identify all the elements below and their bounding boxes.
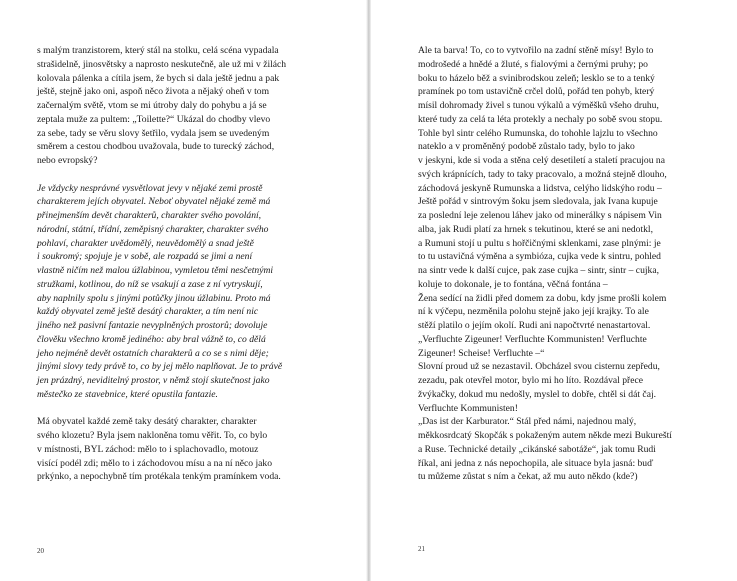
text-line: alba, jak Rudi platí za hrnek s tekutinou, které se ani nedotkl, xyxy=(418,223,653,235)
text-line: které tudy za celá ta léta protekly a nechaly po sobě svou stopu. xyxy=(418,113,663,125)
text-line: Ještě pořád v sintrovým šoku jsem sledovala, jak Ivana kupuje xyxy=(418,196,658,208)
text-line: Je vždycky nesprávné vysvětlovat jevy v nějaké zemi prostě xyxy=(37,182,263,194)
text-line: jen prázdný, neviditelný prostor, v němž stojí skutečnost jako xyxy=(37,375,270,386)
text-line: jinými slovy tedy právě to, co by jej mělo naplňovat. Je to právě xyxy=(37,361,283,373)
text-line: městečko ze stavebnice, které opustila fantazie. xyxy=(37,388,218,400)
text-line: svého klozetu? Byla jsem nakloněna tomu věřit. To, co bylo xyxy=(37,430,268,441)
paragraph-gap xyxy=(37,168,310,182)
text-line: Ale ta barva! To, co to vytvořilo na zadní stěně mísy! Bylo to xyxy=(418,45,654,56)
text-line: měkkosrdcatý Skopčák s pokaženým autem někde mezi Bukureští xyxy=(418,430,672,441)
text-line: i soukromý; spojuje je v sobě, ale rozpadá se jimi a není xyxy=(37,251,253,263)
text-line: pohlaví, charakter uvědomělý, neuvědomělý a snad ještě xyxy=(37,237,254,249)
text-line: Žena sedící na židli před domem za dobu, kdy jsme prošli kolem xyxy=(418,292,667,304)
text-line: Má obyvatel každé země taky desátý charakter, charakter xyxy=(37,416,257,428)
text-line: kolovala pálenka a cítila jsem, že bych si dala ještě jednu a pak xyxy=(37,72,280,84)
text-line: začernalým světě, vtom se mi útroby daly do pohybu a já se xyxy=(37,100,267,111)
text-line: Slovní proud už se nezastavil. Obcházel svou cisternu zepředu, xyxy=(418,361,660,373)
text-line: každý obyvatel země ještě desátý charakter, a tím není nic xyxy=(37,306,259,318)
text-line: jeho nejméně devět ostatních charakterů a co se s nimi děje; xyxy=(37,347,269,359)
text-line: pramínek po tom ustavičně crčel dolů, pořád ten pohyb, který xyxy=(418,86,655,98)
text-line: Zigeuner! Scheise! Verfluchte –“ xyxy=(418,347,545,359)
text-line: na sintr vede k další cujce, pak zase cujka – sintr, sintr – cujka, xyxy=(418,265,659,276)
text-line: za sebe, tady se věru slovy šetřilo, vydala jsem se uvedeným xyxy=(37,127,270,139)
left-page-text xyxy=(37,44,310,484)
text-line: směrem a cestou chodbou uvažovala, bude to turecký záchod, xyxy=(37,141,275,153)
text-line: strašidelně, jinosvětsky a naprosto neskutečně, ale už mi v žilách xyxy=(37,58,287,70)
text-line: ní k výčepu, nezměnila polohu stejně jako její krajky. To ale xyxy=(418,306,649,318)
text-line: tu můžeme zůstat s ním a čekat, až mu auto někdo (kde?) xyxy=(418,471,638,483)
text-line: to tu ustavičná výměna a symbióza, cujka vede k sintru, pohled xyxy=(418,251,661,263)
text-line: koluje to dokonale, je to fontána, věčná fontána – xyxy=(418,278,608,290)
left-page xyxy=(0,0,368,581)
book-gutter xyxy=(366,0,371,581)
text-line: ještě, stejně jako oni, aspoň něco života a nějaký oheň v tom xyxy=(37,86,270,98)
text-line: stružkami, kotlinou, do níž se vsakují a zase z ní vytryskují, xyxy=(37,278,263,290)
text-line: v jeskyni, kde si voda a stěna celý desetiletí a staletí pracujou na xyxy=(418,155,665,166)
text-line: aby naplnily spolu s jinými potůčky jinou úžlabinu. Proto má xyxy=(37,292,271,304)
text-line: „Das ist der Karburator.“ Stál před námi, najednou malý, xyxy=(418,416,637,428)
text-line: charakterem jejích obyvatel. Neboť obyvatel nějaké země má xyxy=(37,196,271,208)
text-line: nateklo a v proměněný podobě zůstalo tady, bylo to jako xyxy=(418,141,635,153)
text-line: s malým tranzistorem, který stál na stolku, celá scéna vypadala xyxy=(37,45,279,56)
text-line: zeptala muže za pultem: „Toilette?“ Ukázal do chodby vlevo xyxy=(37,113,271,125)
paragraph-gap xyxy=(37,402,310,416)
text-line: zezadu, pak otevřel motor, bylo mi ho líto. Rozdával přece xyxy=(418,375,643,386)
text-line: Tohle byl sintr celého Rumunska, do tohohle lajzlu to všechno xyxy=(418,127,658,139)
text-line: přinejmenším devět charakterů, charakter svého povolání, xyxy=(37,210,262,221)
text-line: stěží platilo o jejím okolí. Rudi ani napočtvrté nenastartoval. xyxy=(418,320,651,331)
text-line: prkýnko, a nepochybně tím protékala tenkým pramínkem voda. xyxy=(37,471,281,483)
text-line: a Ruse. Technické detaily „cikánské sabotáže“, jak tomu Rudi xyxy=(418,443,656,455)
left-page-number: 20 xyxy=(37,547,44,555)
text-line: říkal, ani jedna z nás nepochopila, ale situace byla jasná: buď xyxy=(418,457,654,469)
text-line: Verfluchte Kommunisten! xyxy=(418,402,518,414)
text-line: za poslední leje zelenou láhev jako od minerálky s nápisem Vin xyxy=(418,210,662,221)
right-page-number: 21 xyxy=(418,545,425,553)
text-line: nebo evropský? xyxy=(37,155,98,166)
text-line: záchodová jeskyně Rumunska a lidstva, celýho lidskýho rodu – xyxy=(418,182,662,194)
text-line: a Rumuni stojí u pultu s hořčičnými sklenkami, zase plnými: je xyxy=(418,237,661,249)
text-line: národní, státní, třídní, zeměpisný charakter, charakter svého xyxy=(37,223,269,235)
right-page-text xyxy=(418,44,708,484)
text-line: boku to házelo běž a svinibrodskou zeleň; lesklo se to a tenký xyxy=(418,72,655,84)
text-line: jiného než pasivní fantazie nevyplněných prostorů; dovoluje xyxy=(37,320,268,331)
text-line: visící podél zdi; mělo to i záchodovou mísu a na ní něco jako xyxy=(37,457,272,469)
text-line: svých krápnících, tady to taky pracovalo, a možná stejně dlouho, xyxy=(418,168,667,180)
text-line: „Verfluchte Zigeuner! Verfluchte Kommunisten! Verfluchte xyxy=(418,333,647,345)
text-line: žvýkačky, dokud mu nedošly, myslel to dobře, chtěl si dát čaj. xyxy=(418,388,657,400)
text-line: v místnosti, BYL záchod: mělo to i splachovadlo, motouz xyxy=(37,443,259,455)
text-line: mísil dohromady živel s tunou výkalů a výměšků všeho druhu, xyxy=(418,100,659,111)
text-line: vlastně ničím než malou úžlabinou, vymletou těmi nesčetnými xyxy=(37,265,274,276)
text-line: modrošedé a hnědé a žluté, s fialovými a černými pruhy; po xyxy=(418,58,648,70)
text-line: člověku všechno kromě jediného: aby bral vážně to, co dělá xyxy=(37,333,266,345)
